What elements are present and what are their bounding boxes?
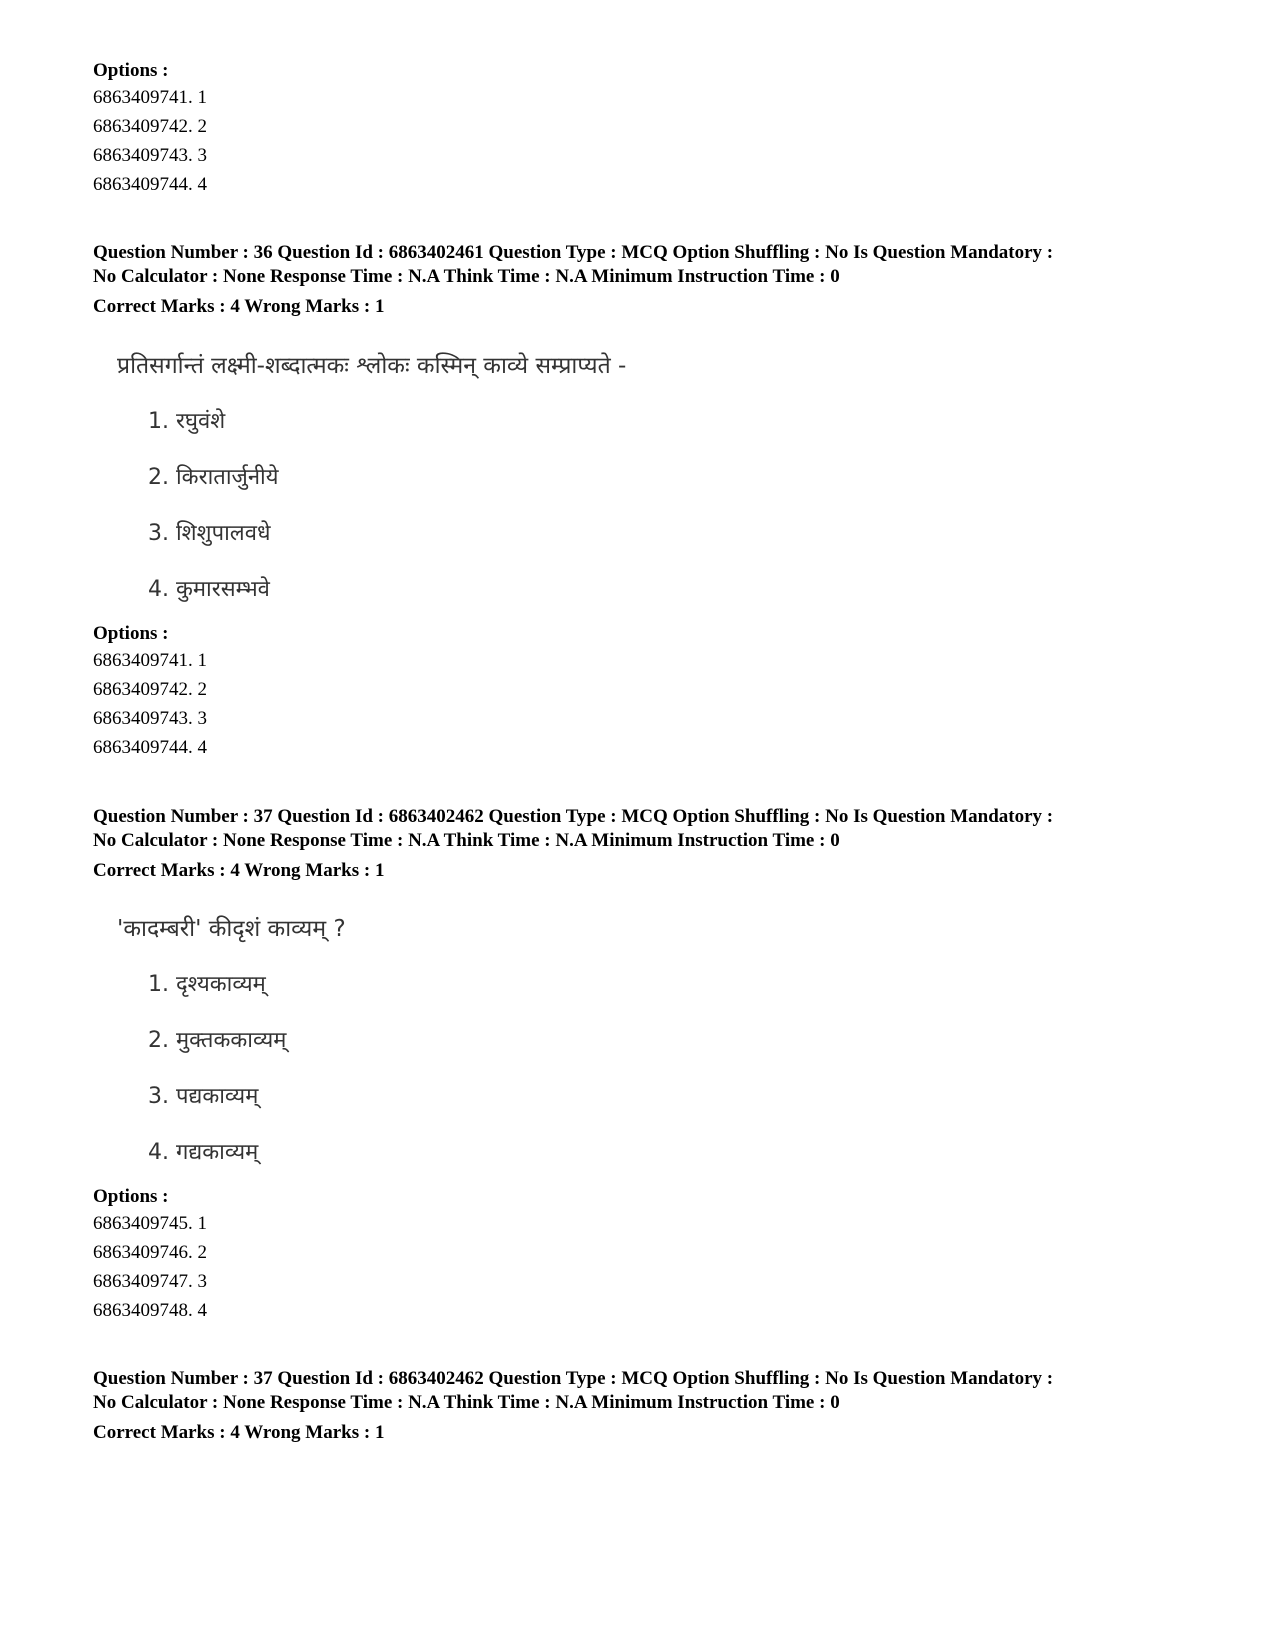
- question-meta-line1: Question Number : 36 Question Id : 6863402461 Question Type : MCQ Option Shuffling : No Is Question Mandatory :: [93, 242, 1054, 263]
- option-line: 6863409742. 2: [93, 679, 207, 700]
- option-line: 6863409746. 2: [93, 1242, 207, 1263]
- options-block-37: [93, 1185, 207, 1325]
- question-meta-line2: No Calculator : None Response Time : N.A Think Time : N.A Minimum Instruction Time : 0: [93, 1392, 840, 1413]
- question-marks: Correct Marks : 4 Wrong Marks : 1: [93, 296, 385, 317]
- option-line: 6863409744. 4: [93, 737, 207, 758]
- question-37-header: [93, 805, 1053, 902]
- question-36-body: [117, 351, 626, 605]
- options-label: Options :: [93, 623, 169, 644]
- options-block-1: [93, 59, 207, 199]
- options-label: Options :: [93, 1186, 169, 1207]
- option-line: 6863409743. 3: [93, 708, 207, 729]
- answer-choice: 1. रघुवंशे: [148, 409, 226, 434]
- options-label: Options :: [93, 60, 169, 81]
- answer-choice: 4. कुमारसम्भवे: [148, 577, 270, 602]
- option-line: 6863409747. 3: [93, 1271, 207, 1292]
- answer-choice: 1. दृश्यकाव्यम्: [148, 972, 266, 997]
- question-meta-line1: Question Number : 37 Question Id : 6863402462 Question Type : MCQ Option Shuffling : No Is Question Mandatory :: [93, 806, 1054, 827]
- answer-choice: 3. शिशुपालवधे: [148, 521, 271, 546]
- question-stem: 'कादम्बरी' कीदृशं काव्यम् ?: [117, 916, 346, 942]
- option-line: 6863409745. 1: [93, 1213, 207, 1234]
- question-37-body: [117, 914, 346, 1168]
- option-line: 6863409741. 1: [93, 650, 207, 671]
- option-line: 6863409743. 3: [93, 145, 207, 166]
- option-line: 6863409741. 1: [93, 87, 207, 108]
- option-line: 6863409748. 4: [93, 1300, 207, 1321]
- answer-choice: 3. पद्यकाव्यम्: [148, 1084, 259, 1109]
- option-line: 6863409744. 4: [93, 174, 207, 195]
- question-marks: Correct Marks : 4 Wrong Marks : 1: [93, 1422, 385, 1443]
- question-36-header: [93, 241, 1053, 338]
- question-37-repeat-header: [93, 1367, 1053, 1464]
- options-block-36: [93, 622, 207, 762]
- answer-choice: 4. गद्यकाव्यम्: [148, 1140, 259, 1165]
- question-meta-line2: No Calculator : None Response Time : N.A Think Time : N.A Minimum Instruction Time : 0: [93, 266, 840, 287]
- answer-choice: 2. किरातार्जुनीये: [148, 465, 279, 490]
- question-meta-line1: Question Number : 37 Question Id : 6863402462 Question Type : MCQ Option Shuffling : No Is Question Mandatory :: [93, 1368, 1054, 1389]
- question-stem: प्रतिसर्गान्तं लक्ष्मी-शब्दात्मकः श्लोकः कस्मिन् काव्ये सम्प्राप्यते -: [117, 353, 627, 379]
- option-line: 6863409742. 2: [93, 116, 207, 137]
- question-marks: Correct Marks : 4 Wrong Marks : 1: [93, 860, 385, 881]
- question-meta-line2: No Calculator : None Response Time : N.A Think Time : N.A Minimum Instruction Time : 0: [93, 830, 840, 851]
- answer-choice: 2. मुक्तककाव्यम्: [148, 1028, 287, 1053]
